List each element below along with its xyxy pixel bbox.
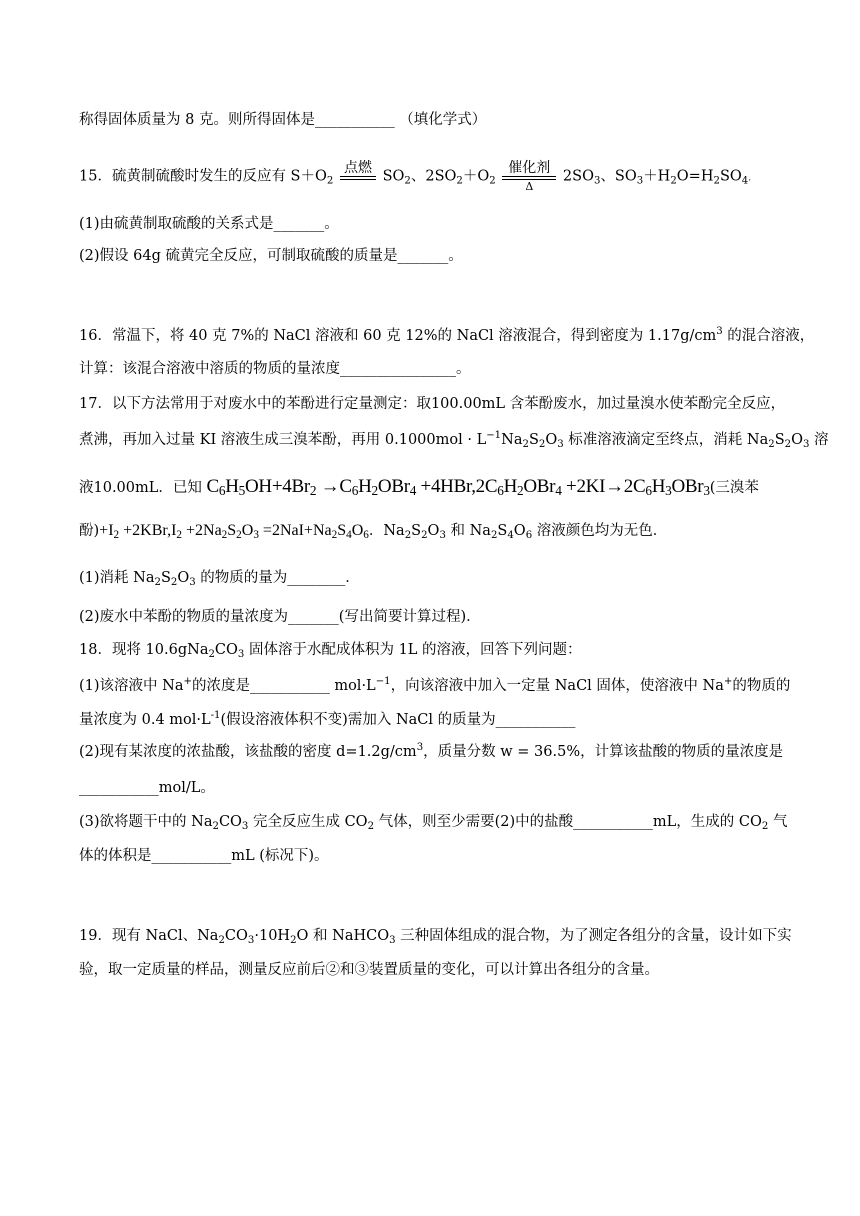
q15-lead: 15．硫黄制硫酸时发生的反应有 S＋O <box>79 168 327 185</box>
formula-part: 2SO <box>562 168 594 185</box>
question-text: 量浓度为 0.4 mol·L <box>79 712 211 728</box>
q18-line1: 18．现将 $10.6gNa_2CO_3$ 固体溶于水配成体积为 1L 的溶液，回答下列问题： <box>79 642 582 660</box>
formula-part: ＋O <box>462 168 490 185</box>
formula-part: S <box>160 570 171 586</box>
superscript: −1 <box>486 430 502 441</box>
question-text: 煮沸，再加入过量 KI 溶液生成三溴苯酚，再用 0.1000mol · L <box>79 432 487 448</box>
question-text: ，质量分数 w = 36.5%，计算该盐酸的物质的量浓度是 <box>423 744 784 760</box>
iodine-equation: $+I_2 +2KBr,I_2 +2Na_2S_2O_3 =2NaI+Na_2S_4O_6$ <box>99 522 369 541</box>
question-text: 完全反应生成 CO <box>248 814 368 830</box>
question-text: 17．以下方法常用于对废水中的苯酚进行定量测定：取100.00mL 含苯酚废水，加过量溴水使苯酚完全反应， <box>79 396 786 412</box>
superscript: 3 <box>716 326 723 337</box>
formula-part: . <box>748 173 752 184</box>
formula-part: CO <box>218 814 242 830</box>
q14-tail-text: 称得固体质量为 8 克。则所得固体是___________ （填化学式） <box>79 112 487 128</box>
subscript: 2 <box>713 175 720 187</box>
formula-part: Na <box>501 432 523 448</box>
subscript: 3 <box>593 175 601 187</box>
subscript: 4 <box>741 175 749 187</box>
question-text: (1)该溶液中 Na <box>79 678 184 694</box>
question-text: 液10.00mL．已知 <box>79 480 202 496</box>
question-text: (2)现有某浓度的浓盐酸，该盐酸的密度 d=1.2g/cm <box>79 744 417 760</box>
formula-part: O=H <box>676 168 714 185</box>
q18-part3-line2 <box>79 846 329 866</box>
question-text: 气体，则至少需要(2)中的盐酸___________mL，生成的 CO <box>374 814 762 830</box>
formula-part: S <box>411 523 422 539</box>
formula-part: ＋H <box>643 168 671 185</box>
formula-part: O 和 NaHCO <box>296 928 390 944</box>
question-text: ___________mol/L。 <box>79 780 215 796</box>
q17-line2: 煮沸，再加入过量 KI 溶液生成三溴苯酚，再用 $0.1000mol \cdot L^{-1}Na_2S_2O_3$ 标准溶液滴定至终点，消耗 $Na_2S_2O_3$ 溶 <box>79 430 829 450</box>
question-text: (2)假设 64g 硫黄完全反应，可制取硫酸的质量是_______。 <box>79 248 463 264</box>
question-text: 的浓度是___________ mol·L <box>191 678 376 694</box>
superscript: + <box>183 676 192 687</box>
heat-symbol: Δ <box>525 180 534 193</box>
superscript: + <box>723 676 733 687</box>
question-text: (1)消耗 Na <box>79 570 155 586</box>
q18-part2-line1 <box>79 742 783 762</box>
q15-part2 <box>79 246 463 266</box>
superscript: 3 <box>416 742 424 753</box>
q16-line1 <box>79 326 814 346</box>
question-text: 酚) <box>79 523 100 539</box>
superscript: −1 <box>375 676 391 687</box>
question-text: 溶液颜色均为无色． <box>532 523 668 539</box>
question-text: (2)废水中苯酚的物质的量浓度为_______(写出简要计算过程)． <box>79 609 481 625</box>
question-text: 和 Na <box>445 523 491 539</box>
formula-part: O <box>427 523 440 539</box>
formula-part: CO <box>214 642 238 658</box>
formula-part: SO <box>719 168 742 185</box>
question-text: ．Na <box>368 523 405 539</box>
formula-part: O <box>513 523 526 539</box>
formula-part: O <box>791 432 803 448</box>
bromination-equation: $C_6H_5OH+4Br_2 \to C_6H_2OBr_4 +4HBr,2C_6H_2OBr_4 +2KI\to 2C_6H_3OBr_3$ <box>206 476 710 498</box>
condition-label: 催化剂 <box>508 160 551 176</box>
subscript: 2 <box>404 175 411 187</box>
formula-part: SO <box>382 168 405 185</box>
question-text: 固体溶于水配成体积为 1L 的溶液，回答下列问题： <box>244 642 582 658</box>
subscript: 2 <box>670 175 677 187</box>
q18-part1-line2 <box>79 710 575 730</box>
q18-part2-line2 <box>79 778 215 798</box>
q17-part2 <box>79 607 481 627</box>
question-text: 三种固体组成的混合物，为了测定各组分的含量，设计如下实 <box>395 928 792 944</box>
question-text: 18．现将 10.6gNa <box>79 642 209 658</box>
q18-part3-line1: (3)欲将题干中的 $Na_2CO_3$ 完全反应生成 $CO_2$ 气体，则至少需要(2)中的盐酸___________mL，生成的 $CO_2$ 气 <box>79 814 788 832</box>
formula-part: 、SO <box>600 168 637 185</box>
formula-part: 、2SO <box>410 168 457 185</box>
condition-label: 点燃 <box>343 160 372 176</box>
formula-part: S <box>528 432 539 448</box>
question-text: 16．常温下，将 40 克 7%的 NaCl 溶液和 60 克 12%的 NaCl 溶液混合，得到密度为 1.17g/cm <box>79 328 717 344</box>
question-text: (三溴苯 <box>709 480 759 496</box>
q17-line4: 酚)$+I_2 +2KBr,I_2 +2Na_2S_2O_3 =2NaI+Na_2S_4O_6$．$Na_2S_2O_3$ 和 $Na_2S_4O_6$ 溶液颜色均为无色． <box>79 522 668 541</box>
question-text: (3)欲将题干中的 Na <box>79 814 213 830</box>
subscript: 2 <box>456 175 463 187</box>
q19-line2 <box>79 960 659 980</box>
question-text: 验，取一定质量的样品，测量反应前后②和③装置质量的变化，可以计算出各组分的含量。 <box>79 962 659 978</box>
formula-part: O <box>177 570 190 586</box>
question-text: 溶 <box>809 432 829 448</box>
question-text: ，向该溶液中加入一定量 NaCl 固体，使溶液中 Na <box>390 678 724 694</box>
q19-line1: 19．现有 NaCl、$Na_2CO_3\cdot 10H_2O$ 和 NaHCO$_3$ 三种固体组成的混合物，为了测定各组分的含量，设计如下实 <box>79 928 792 946</box>
question-text: 的物质的 <box>732 678 791 694</box>
q17-line1 <box>79 394 785 414</box>
q14-tail-line <box>79 110 486 130</box>
q16-line2 <box>79 359 471 379</box>
q18-part1-line1 <box>79 676 790 696</box>
question-text: 19．现有 NaCl、Na <box>79 928 219 944</box>
q15-reaction-line <box>79 160 751 194</box>
superscript: -1 <box>210 710 221 721</box>
question-text: 的混合溶液， <box>722 328 815 344</box>
question-text: 标准溶液滴定至终点，消耗 Na <box>563 432 769 448</box>
subscript: 2 <box>326 175 334 187</box>
formula-part: CO <box>224 928 248 944</box>
question-text: (1)由硫黄制取硫酸的关系式是_______。 <box>79 216 339 232</box>
q17-line3 <box>79 474 759 501</box>
question-text: 的物质的量为________． <box>195 570 360 586</box>
subscript: 2 <box>489 175 496 187</box>
question-text: 计算：该混合溶液中溶质的物质的量浓度________________。 <box>79 361 471 377</box>
formula-part: ·10H <box>254 928 291 944</box>
q17-part1: (1)消耗 $Na_2S_2O_3$ 的物质的量为________． <box>79 570 360 588</box>
subscript: 3 <box>636 175 644 187</box>
formula-part: S <box>497 523 508 539</box>
reaction-condition-catalyst <box>502 160 556 193</box>
question-text: (假设溶液体积不变)需加入 NaCl 的质量为___________ <box>220 712 576 728</box>
formula-part: S <box>774 432 785 448</box>
formula-part: O <box>545 432 558 448</box>
reaction-condition-ignite <box>340 160 376 193</box>
question-text: 气 <box>768 814 788 830</box>
q15-part1 <box>79 214 339 234</box>
question-text: 体的体积是___________mL (标况下)。 <box>79 848 329 864</box>
